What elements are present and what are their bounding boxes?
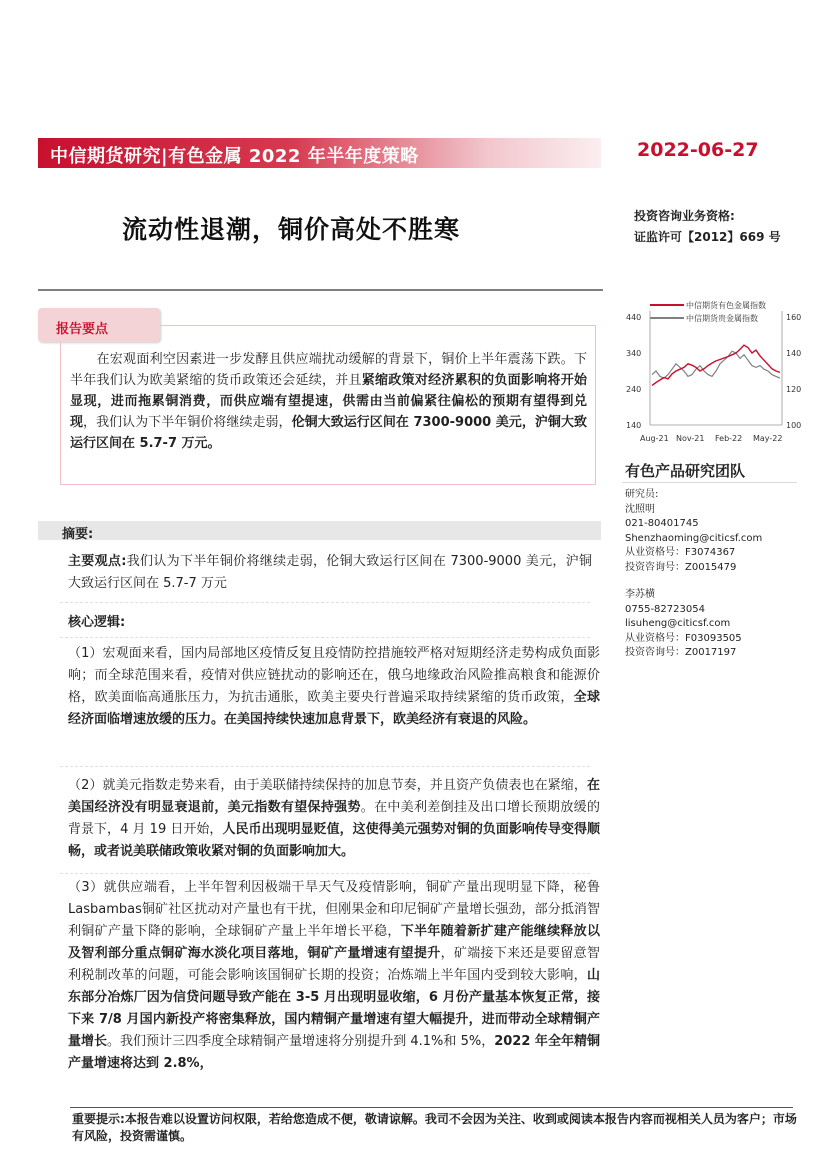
key-points-text bbox=[70, 349, 587, 454]
analyst-2 bbox=[625, 588, 742, 661]
para1-bold: 全球经济面临增速放缓的压力。在美国持续快速加息背景下，欧美经济有衰退的风险。 bbox=[68, 690, 600, 727]
qualification-label: 投资咨询业务资格: bbox=[634, 209, 735, 223]
para3-text-c: ，矿端接下来还是要留意智利税制改革的问题，可能会影响该国铜矿长期的投资；冶炼端上半年国内受到较大影响， bbox=[68, 946, 600, 983]
y-right-tick: 160 bbox=[786, 313, 802, 322]
qualification-value: 证监许可【2012】669 号 bbox=[634, 230, 781, 244]
analyst-1 bbox=[625, 488, 762, 575]
footer-text: 本报告难以设置访问权限，若给您造成不便，敬请谅解。我司不会因为关注、收到或阅读本报告内容而视相关人员为客户；市场有风险，投资需谨慎。 bbox=[72, 1112, 797, 1143]
kp-part-2: ，我们认为下半年铜价将继续走弱， bbox=[83, 415, 292, 430]
analyst-email[interactable]: Shenzhaoming@citicsf.com bbox=[625, 532, 763, 544]
kp-bold-2: 伦铜大致运行区间在 7300-9000 美元，沪铜大致运行区间在 5.7-7 万元。 bbox=[70, 415, 587, 451]
analyst-consult-id: 投资咨询号：Z0017197 bbox=[625, 647, 737, 658]
x-tick: Aug-21 bbox=[640, 434, 669, 443]
para2-bold-b: 在美国经济没有明显衰退前，美元指数有望保持强势 bbox=[68, 778, 600, 815]
divider bbox=[60, 602, 590, 604]
core-logic-label: 核心逻辑: bbox=[68, 615, 126, 630]
main-view-label: 主要观点: bbox=[68, 554, 127, 569]
analyst-email[interactable]: lisuheng@citicsf.com bbox=[625, 618, 731, 629]
header-divider bbox=[38, 289, 603, 291]
team-divider bbox=[622, 482, 797, 483]
para2-text-c: 。在中美利差倒挂及出口增长预期放缓的背景下，4 月 19 日开始， bbox=[68, 800, 600, 837]
main-view bbox=[68, 551, 592, 595]
footer-divider bbox=[70, 1107, 793, 1108]
para3-text-e: 。我们预计三四季度全球精铜产量增速将分别提升到 4.1%和 5%， bbox=[107, 1034, 495, 1049]
paragraph-2 bbox=[68, 775, 600, 863]
core-logic-heading bbox=[68, 612, 125, 634]
footer-label: 重要提示: bbox=[72, 1112, 125, 1126]
series-line-nonferrous bbox=[652, 345, 780, 385]
para2-text-a: （2）就美元指数走势来看，由于美联储持续保持的加息节奏，并且资产负债表也在紧缩， bbox=[68, 778, 587, 793]
para1-text: （1）宏观面来看，国内局部地区疫情反复且疫情防控措施较严格对短期经济走势构成负面影响；而全球范围来看，疫情对供应链扰动的影响还在，俄乌地缘政治风险推高粮食和能源价格，欧美面临高通胀压力，为抗击通胀，欧美主要央行普遍采取持续紧缩的货币政策， bbox=[68, 646, 600, 705]
y-left-tick: 240 bbox=[626, 385, 642, 394]
divider bbox=[60, 873, 590, 875]
x-tick: May-22 bbox=[753, 434, 783, 443]
para2-bold-d: 人民币出现明显贬值，这使得美元强势对铜的负面影响传导变得顺畅，或者说美联储政策收紧对铜的负面影响加大。 bbox=[68, 822, 600, 859]
banner-title: 中信期货研究|有色金属 2022 年半年度策略 bbox=[50, 146, 419, 167]
summary-heading: 摘要: bbox=[62, 527, 94, 542]
divider bbox=[60, 637, 590, 639]
y-left-tick: 340 bbox=[626, 349, 642, 358]
analyst-license: 从业资格号：F3074367 bbox=[625, 547, 736, 558]
analyst-phone: 0755-82723054 bbox=[625, 603, 705, 615]
analyst-name: 沈照明 bbox=[625, 503, 655, 515]
paragraph-3 bbox=[68, 877, 600, 1075]
para3-bold-f: 2022 年全年精铜产量增速将达到 2.8%， bbox=[68, 1034, 600, 1071]
report-date: 2022-06-27 bbox=[637, 139, 759, 161]
legend-label-precious: 中信期货贵金属指数 bbox=[686, 314, 758, 323]
x-tick: Nov-21 bbox=[676, 434, 705, 443]
para3-text-a: （3）就供应端看，上半年智利因极端干旱天气及疫情影响，铜矿产量出现明显下降，秘鲁Lasbambas铜矿社区扰动对产量也有干扰，但刚果金和印尼铜矿产量增长强劲，部分抵消智利铜矿产量下降的影响，全球铜矿产量上半年增长平稳， bbox=[68, 880, 600, 939]
footer-notice bbox=[72, 1111, 797, 1145]
analyst-name: 李苏横 bbox=[625, 589, 655, 600]
analyst-phone: 021-80401745 bbox=[625, 518, 699, 529]
legend-label-nonferrous: 中信期货有色金属指数 bbox=[686, 301, 766, 310]
price-index-chart bbox=[620, 293, 810, 448]
y-right-tick: 140 bbox=[786, 349, 802, 358]
y-right-tick: 100 bbox=[786, 421, 802, 430]
kp-part-1: 在宏观面利空因素进一步发酵且供应端扰动缓解的背景下，铜价上半年震荡下跌。下半年我们认为欧美紧缩的货币政策还会延续，并且 bbox=[70, 352, 587, 388]
para3-bold-d: 山东部分冶炼厂因为信贷问题导致产能在 3-5 月出现明显收缩，6 月份产量基本恢复正常，接下来 7/8 月国内新投产将密集释放，国内精铜产量增速有望大幅提升，进而带动全球精铜产量增长 bbox=[68, 968, 600, 1049]
y-left-tick: 440 bbox=[626, 313, 642, 322]
para3-bold-b: 下半年随着新扩建产能继续释放以及智利部分重点铜矿海水淡化项目落地，铜矿产量增速有望提升 bbox=[68, 924, 600, 961]
y-right-tick: 120 bbox=[786, 385, 802, 394]
y-left-tick: 140 bbox=[626, 421, 642, 430]
paragraph-1 bbox=[68, 643, 600, 731]
kp-bold-1: 紧缩政策对经济累积的负面影响将开始显现，进而拖累铜消费，而供应端有望提速，供需由当前偏紧往偏松的预期有望得到兑现 bbox=[70, 373, 587, 430]
analyst-consult-id: 投资咨询号：Z0015479 bbox=[625, 561, 737, 573]
summary-bar bbox=[38, 521, 601, 540]
divider bbox=[60, 766, 590, 768]
analyst-role: 研究员: bbox=[625, 489, 659, 500]
analyst-license: 从业资格号：F03093505 bbox=[625, 632, 742, 644]
x-tick: Feb-22 bbox=[715, 434, 743, 443]
team-title: 有色产品研究团队 bbox=[625, 462, 746, 480]
page-title: 流动性退潮，铜价高处不胜寒 bbox=[122, 215, 461, 244]
key-points-tab-label: 报告要点 bbox=[56, 322, 109, 337]
main-view-text: 我们认为下半年铜价将继续走弱，伦铜大致运行区间在 7300-9000 美元，沪铜大致运行区间在 5.7-7 万元 bbox=[68, 554, 592, 591]
